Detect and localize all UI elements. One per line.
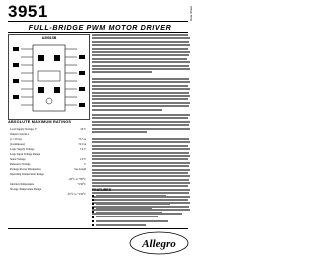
bullet-icon (92, 216, 94, 218)
rating-value: See Graph (74, 168, 86, 171)
footer-rule (8, 228, 188, 229)
ratings-row (10, 178, 86, 182)
paragraph (92, 34, 190, 75)
diagram-title: A3951SB (41, 36, 57, 40)
rating-label: Package Power Dissipation (10, 168, 41, 171)
rating-label: Load Supply Voltage, V (10, 128, 37, 131)
bullet-icon (92, 211, 94, 213)
feature-item (92, 207, 190, 210)
paragraph (92, 78, 190, 112)
bullet-icon (92, 220, 94, 222)
feature-item (92, 215, 190, 218)
side-label-text: Data Sheet (189, 6, 193, 22)
rating-label: Output Current, I (10, 133, 30, 136)
rating-value: ±2.0 A (78, 143, 86, 146)
rating-label: Storage Temperature Range (10, 188, 42, 191)
feature-item (92, 202, 190, 205)
bullet-icon (92, 203, 94, 205)
rating-label: Logic Input Voltage Range (10, 153, 41, 156)
allegro-logo (128, 230, 190, 256)
ratings-row (10, 163, 86, 167)
feature-item (92, 194, 190, 197)
rating-label: Junction Temperature (10, 183, 35, 186)
ratings-row (10, 128, 86, 132)
rating-value: 1.0 V (79, 158, 86, 161)
ratings-row (10, 168, 86, 172)
ratings-row (10, 133, 86, 137)
bullet-icon (92, 224, 94, 226)
ratings-row (10, 138, 86, 142)
ratings-row (10, 153, 86, 157)
document-title: FULL-BRIDGE PWM MOTOR DRIVER (28, 23, 172, 32)
bullet-icon (92, 199, 94, 201)
rating-label: Operating Temperature Range (10, 173, 44, 176)
rating-value: -55°C to +150°C (66, 193, 86, 196)
ratings-row (10, 158, 86, 162)
logo-text: Allegro (142, 238, 176, 250)
feature-item (92, 211, 190, 214)
part-number: 3951 (8, 2, 48, 21)
feature-item (92, 219, 190, 222)
title-rule (8, 32, 188, 33)
ratings-row (10, 143, 86, 147)
rating-value: ±3.5 A (78, 138, 86, 141)
feature-item (92, 223, 190, 226)
ratings-row (10, 188, 86, 192)
rating-label: Sense Voltage (10, 158, 26, 161)
rating-label: Reference Voltage (10, 163, 31, 166)
features-heading: FEATURES (92, 188, 112, 192)
ratings-row (10, 148, 86, 152)
rating-value: -20°C to +85°C (68, 178, 86, 181)
rating-value: 50 V (80, 128, 86, 131)
bullet-icon (92, 207, 94, 209)
rating-value: 7.0 V (79, 148, 86, 151)
ratings-row (10, 173, 86, 177)
rating-label: (t < 20 us) (10, 138, 22, 141)
ratings-heading: ABSOLUTE MAXIMUM RATINGS (8, 120, 72, 124)
ratings-row (10, 183, 86, 187)
ratings-table (8, 126, 88, 200)
pinout-diagram (8, 34, 90, 120)
feature-item (92, 198, 190, 201)
diagram-graphic (11, 41, 87, 117)
rating-label: Logic Supply Voltage (10, 148, 35, 151)
bullet-icon (92, 195, 94, 197)
rating-value: V (83, 163, 86, 166)
ratings-row (10, 193, 86, 197)
paragraph (92, 114, 190, 134)
rating-label: (Continuous) (10, 143, 25, 146)
features-list (92, 194, 190, 228)
rating-value: +150°C (77, 183, 86, 186)
top-rule (8, 21, 188, 22)
